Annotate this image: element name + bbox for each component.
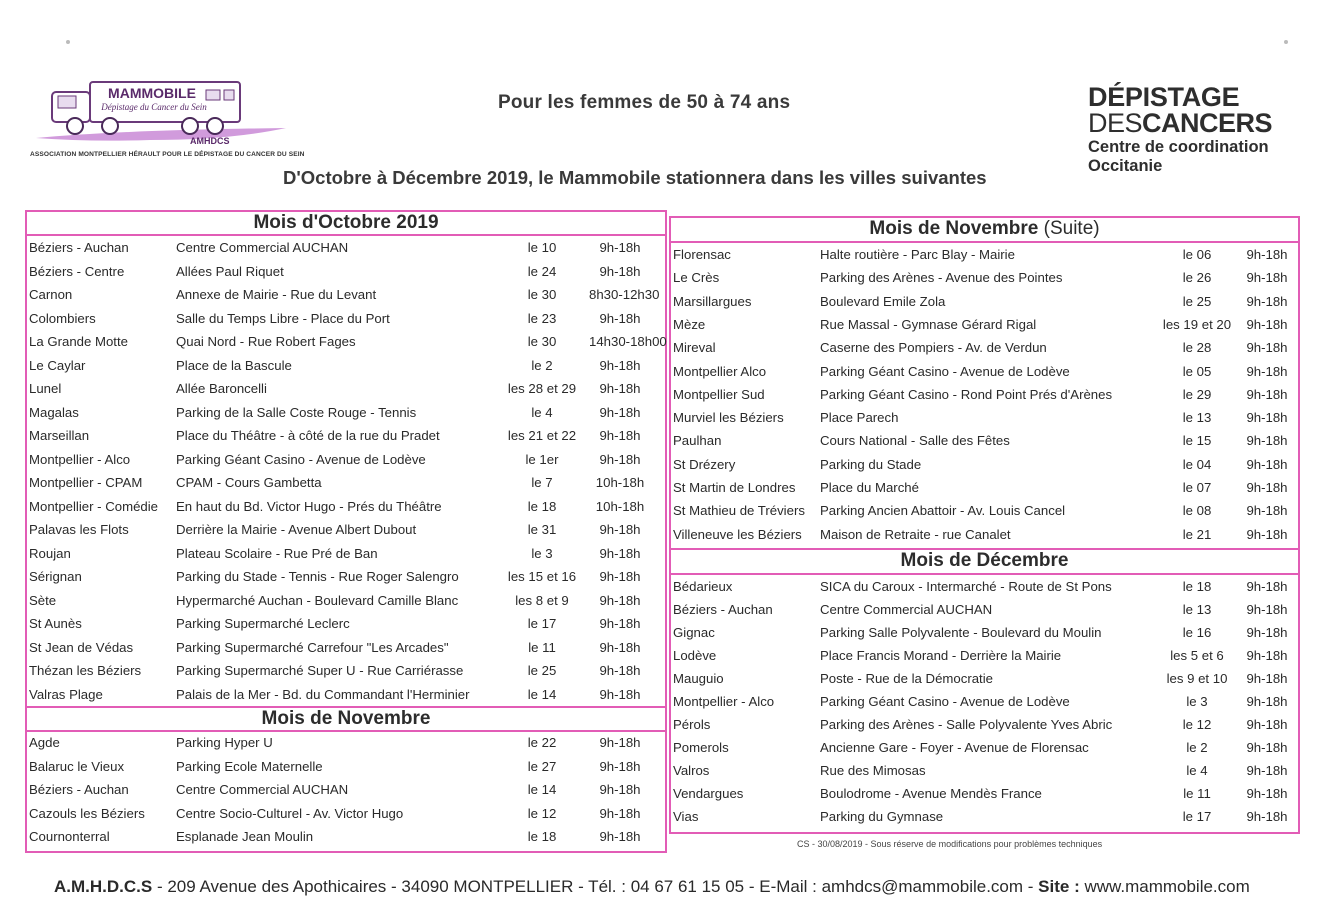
depistage-brand-logo bbox=[1088, 84, 1272, 175]
city-cell: Le Crès bbox=[673, 270, 720, 286]
hours-cell: 9h-18h bbox=[1246, 503, 1288, 519]
city-cell: Magalas bbox=[29, 404, 79, 420]
city-cell: Roujan bbox=[29, 545, 71, 561]
schedule-row bbox=[673, 717, 1298, 739]
schedule-row bbox=[673, 503, 1298, 525]
scan-speck bbox=[1284, 40, 1288, 44]
date-cell: le 29 bbox=[1182, 386, 1212, 402]
place-cell: En haut du Bd. Victor Hugo - Prés du Théâtre bbox=[176, 498, 442, 514]
date-cell: le 26 bbox=[1182, 270, 1212, 286]
section-december-title: Mois de Décembre bbox=[669, 548, 1300, 575]
footer-org: A.M.H.D.C.S bbox=[54, 877, 153, 896]
date-cell: le 4 bbox=[1186, 763, 1208, 778]
schedule-row bbox=[673, 671, 1298, 693]
place-cell: Allées Paul Riquet bbox=[176, 263, 284, 279]
hours-cell: 9h-18h bbox=[1246, 340, 1288, 356]
brand-line-2a: DES bbox=[1088, 108, 1143, 138]
date-cell: le 3 bbox=[1186, 694, 1208, 709]
city-cell: Lodève bbox=[673, 648, 717, 663]
date-cell: le 18 bbox=[527, 829, 557, 845]
november-suite-title-text: Mois de Novembre bbox=[869, 218, 1039, 239]
date-cell: les 5 et 6 bbox=[1170, 648, 1224, 663]
date-cell: le 2 bbox=[531, 357, 553, 373]
place-cell: Hypermarché Auchan - Boulevard Camille Blanc bbox=[176, 592, 459, 608]
place-cell: Esplanade Jean Moulin bbox=[176, 829, 314, 845]
city-cell: St Drézery bbox=[673, 456, 736, 472]
city-cell: St Martin de Londres bbox=[673, 480, 796, 495]
date-cell: le 11 bbox=[1183, 786, 1211, 801]
place-cell: Parking du Stade bbox=[820, 456, 922, 472]
hours-cell: 9h-18h bbox=[1246, 433, 1288, 449]
city-cell: La Grande Motte bbox=[29, 334, 128, 349]
date-cell: le 18 bbox=[527, 498, 557, 514]
hours-cell: 9h-18h bbox=[599, 616, 641, 631]
section-november-title: Mois de Novembre bbox=[25, 706, 667, 732]
hours-cell: 9h-18h bbox=[599, 310, 641, 326]
association-name: ASSOCIATION MONTPELLIER HÉRAULT POUR LE DÉPISTAGE DU CANCER DU SEIN bbox=[30, 151, 305, 158]
hours-cell: 9h-18h bbox=[599, 263, 641, 279]
city-cell: Vendargues bbox=[673, 786, 744, 801]
schedule-row bbox=[29, 616, 665, 638]
date-cell: le 05 bbox=[1182, 363, 1212, 379]
date-cell: le 11 bbox=[528, 639, 556, 655]
city-cell: Agde bbox=[29, 735, 60, 750]
schedule-row bbox=[673, 433, 1298, 455]
city-cell: Valras Plage bbox=[29, 686, 103, 702]
date-cell: le 14 bbox=[527, 782, 557, 798]
place-cell: Plateau Scolaire - Rue Pré de Ban bbox=[176, 545, 378, 561]
brand-line-2 bbox=[1088, 110, 1272, 136]
hours-cell: 9h-18h bbox=[599, 522, 641, 537]
hours-cell: 9h-18h bbox=[599, 404, 641, 420]
schedule-row bbox=[29, 334, 665, 356]
schedule-row bbox=[29, 428, 665, 450]
place-cell: Place Francis Morand - Derrière la Mairie bbox=[820, 648, 1062, 663]
place-cell: Parking Ancien Abattoir - Av. Louis Cancel bbox=[820, 503, 1066, 519]
city-cell: Pérols bbox=[673, 717, 711, 732]
schedule-row bbox=[673, 364, 1298, 386]
place-cell: Allée Baroncelli bbox=[176, 381, 267, 396]
place-cell: Place Parech bbox=[820, 410, 899, 426]
city-cell: Palavas les Flots bbox=[29, 522, 129, 537]
hours-cell: 9h-18h bbox=[1246, 293, 1288, 309]
hours-cell: 10h-18h bbox=[595, 498, 645, 514]
city-cell: Montpellier - Alco bbox=[673, 694, 775, 709]
city-cell: Sérignan bbox=[29, 569, 82, 584]
schedule-row bbox=[29, 640, 665, 662]
place-cell: Parking Supermarché Super U - Rue Carriérasse bbox=[176, 663, 464, 678]
hours-cell: 9h-18h bbox=[599, 381, 641, 396]
city-cell: Mèze bbox=[673, 316, 706, 332]
place-cell: Place du Théâtre - à côté de la rue du Pradet bbox=[176, 428, 440, 443]
place-cell: Parking des Arènes - Avenue des Pointes bbox=[820, 270, 1063, 286]
date-cell: le 30 bbox=[527, 287, 557, 302]
schedule-row bbox=[673, 648, 1298, 670]
city-cell: Gignac bbox=[673, 625, 715, 640]
place-cell: Centre Commercial AUCHAN bbox=[176, 782, 349, 798]
place-cell: Parking Géant Casino - Rond Point Prés d'Arènes bbox=[820, 386, 1113, 402]
city-cell: Florensac bbox=[673, 247, 731, 262]
schedule-row bbox=[673, 387, 1298, 409]
schedule-row bbox=[673, 480, 1298, 502]
city-cell: Vias bbox=[673, 809, 699, 824]
hours-cell: 9h-18h bbox=[599, 428, 641, 443]
brand-line-1: DÉPISTAGE bbox=[1088, 82, 1240, 112]
hours-cell: 9h-18h bbox=[599, 545, 641, 561]
date-cell: le 2 bbox=[1186, 740, 1208, 755]
schedule-row bbox=[29, 546, 665, 568]
footer-site-label: Site : bbox=[1038, 877, 1080, 896]
schedule-row bbox=[673, 763, 1298, 785]
date-cell: le 13 bbox=[1182, 602, 1212, 617]
date-cell: le 08 bbox=[1182, 503, 1212, 519]
city-cell: Cournonterral bbox=[29, 829, 110, 845]
hours-cell: 9h-18h bbox=[599, 663, 641, 678]
schedule-row bbox=[673, 294, 1298, 316]
schedule-row bbox=[29, 663, 665, 685]
suite-label: (Suite) bbox=[1043, 218, 1100, 239]
city-cell: Béziers - Centre bbox=[29, 263, 125, 279]
schedule-row bbox=[673, 809, 1298, 831]
city-cell: Cazouls les Béziers bbox=[29, 805, 145, 821]
hours-cell: 9h-18h bbox=[599, 782, 641, 798]
brand-line-4: Occitanie bbox=[1088, 157, 1163, 175]
hours-cell: 8h30-12h30 bbox=[589, 287, 660, 302]
date-cell: le 22 bbox=[527, 735, 557, 750]
city-cell: Colombiers bbox=[29, 310, 96, 326]
hours-cell: 9h-18h bbox=[599, 240, 641, 255]
place-cell: Derrière la Mairie - Avenue Albert Dubout bbox=[176, 522, 417, 537]
place-cell: Parking des Arènes - Salle Polyvalente Yves Abric bbox=[820, 717, 1113, 732]
hours-cell: 9h-18h bbox=[599, 758, 641, 774]
brand-line-3: Centre de coordination bbox=[1088, 138, 1269, 156]
place-cell: Caserne des Pompiers - Av. de Verdun bbox=[820, 340, 1047, 356]
hours-cell: 9h-18h bbox=[599, 639, 641, 655]
city-cell: Balaruc le Vieux bbox=[29, 758, 125, 774]
schedule-row bbox=[29, 240, 665, 262]
place-cell: Quai Nord - Rue Robert Fages bbox=[176, 334, 356, 349]
hours-cell: 9h-18h bbox=[1246, 456, 1288, 472]
scan-speck bbox=[66, 40, 70, 44]
date-cell: le 16 bbox=[1182, 625, 1212, 640]
hours-cell: 9h-18h bbox=[1246, 316, 1288, 332]
hours-cell: 9h-18h bbox=[599, 829, 641, 845]
city-cell: Montpellier - Alco bbox=[29, 451, 131, 467]
hours-cell: 9h-18h bbox=[599, 569, 641, 584]
schedule-row bbox=[29, 381, 665, 403]
hours-cell: 9h-18h bbox=[1246, 247, 1288, 262]
revision-note: CS - 30/08/2019 - Sous réserve de modifications pour problèmes techniques bbox=[797, 839, 1103, 849]
hours-cell: 9h-18h bbox=[599, 686, 641, 702]
city-cell: St Aunès bbox=[29, 616, 82, 631]
place-cell: Poste - Rue de la Démocratie bbox=[820, 671, 993, 686]
place-cell: Parking Salle Polyvalente - Boulevard du Moulin bbox=[820, 625, 1102, 640]
place-cell: Rue des Mimosas bbox=[820, 763, 926, 778]
date-cell: le 13 bbox=[1182, 410, 1212, 426]
schedule-row bbox=[29, 475, 665, 497]
date-cell: le 17 bbox=[527, 616, 557, 631]
city-cell: Bédarieux bbox=[673, 579, 733, 594]
place-cell: Boulodrome - Avenue Mendès France bbox=[820, 786, 1042, 801]
place-cell: Parking du Gymnase bbox=[820, 809, 944, 824]
schedule-row bbox=[29, 782, 665, 804]
city-cell: Montpellier - Comédie bbox=[29, 498, 158, 514]
place-cell: SICA du Caroux - Intermarché - Route de St Pons bbox=[820, 579, 1112, 594]
city-cell: Villeneuve les Béziers bbox=[673, 526, 802, 542]
hours-cell: 9h-18h bbox=[1246, 740, 1288, 755]
hours-cell: 9h-18h bbox=[599, 357, 641, 373]
date-cell: le 14 bbox=[527, 686, 557, 702]
logo-name: MAMMOBILE bbox=[108, 85, 196, 101]
section-october-title: Mois d'Octobre 2019 bbox=[25, 210, 667, 236]
logo-tagline: Dépistage du Cancer du Sein bbox=[101, 102, 207, 112]
date-cell: le 12 bbox=[527, 805, 557, 821]
footer-site[interactable]: www.mammobile.com bbox=[1079, 877, 1250, 896]
date-cell: le 15 bbox=[1182, 433, 1212, 449]
city-cell: Béziers - Auchan bbox=[29, 782, 129, 798]
place-cell: CPAM - Cours Gambetta bbox=[176, 475, 322, 490]
schedule-row bbox=[29, 593, 665, 615]
hours-cell: 14h30-18h00 bbox=[589, 334, 667, 349]
date-cell: les 15 et 16 bbox=[507, 569, 577, 584]
audience-subtitle: Pour les femmes de 50 à 74 ans bbox=[498, 92, 791, 113]
schedule-row bbox=[673, 457, 1298, 479]
date-cell: le 3 bbox=[531, 545, 553, 561]
place-cell: Halte routière - Parc Blay - Mairie bbox=[820, 247, 1015, 262]
schedule-row bbox=[673, 786, 1298, 808]
schedule-row bbox=[673, 410, 1298, 432]
place-cell: Parking de la Salle Coste Rouge - Tennis bbox=[176, 404, 417, 420]
schedule-row bbox=[29, 287, 665, 309]
city-cell: Mireval bbox=[673, 340, 716, 356]
date-cell: les 28 et 29 bbox=[507, 381, 577, 396]
schedule-row bbox=[29, 499, 665, 521]
schedule-row bbox=[29, 311, 665, 333]
city-cell: Béziers - Auchan bbox=[29, 240, 129, 255]
city-cell: Béziers - Auchan bbox=[673, 602, 773, 617]
city-cell: Montpellier Alco bbox=[673, 363, 767, 379]
schedule-row bbox=[29, 522, 665, 544]
hours-cell: 9h-18h bbox=[1246, 602, 1288, 617]
hours-cell: 9h-18h bbox=[1246, 386, 1288, 402]
date-cell: le 4 bbox=[531, 404, 553, 420]
date-cell: le 24 bbox=[527, 263, 557, 279]
schedule-row bbox=[673, 247, 1298, 269]
hours-cell: 9h-18h bbox=[1246, 671, 1288, 686]
place-cell: Rue Massal - Gymnase Gérard Rigal bbox=[820, 316, 1037, 332]
place-cell: Parking Supermarché Carrefour "Les Arcades" bbox=[176, 639, 449, 655]
date-cell: le 12 bbox=[1182, 717, 1212, 732]
city-cell: Mauguio bbox=[673, 671, 724, 686]
place-cell: Parking Géant Casino - Avenue de Lodève bbox=[820, 363, 1070, 379]
schedule-row bbox=[29, 569, 665, 591]
place-cell: Palais de la Mer - Bd. du Commandant l'Herminier bbox=[176, 686, 470, 702]
date-cell: le 07 bbox=[1182, 480, 1212, 495]
place-cell: Place de la Bascule bbox=[176, 357, 292, 373]
hours-cell: 9h-18h bbox=[1246, 480, 1288, 495]
date-cell: le 27 bbox=[527, 758, 557, 774]
schedule-row bbox=[673, 270, 1298, 292]
date-cell: le 17 bbox=[1182, 809, 1212, 824]
hours-cell: 9h-18h bbox=[599, 451, 641, 467]
schedule-row bbox=[29, 735, 665, 757]
place-cell: Annexe de Mairie - Rue du Levant bbox=[176, 287, 377, 302]
city-cell: Montpellier - CPAM bbox=[29, 475, 143, 490]
schedule-row bbox=[29, 829, 665, 851]
hours-cell: 10h-18h bbox=[595, 475, 645, 490]
logo-short: AMHDCS bbox=[190, 136, 230, 146]
hours-cell: 9h-18h bbox=[1246, 809, 1288, 824]
footer-contact bbox=[54, 877, 1250, 897]
schedule-row bbox=[673, 602, 1298, 624]
place-cell: Maison de Retraite - rue Canalet bbox=[820, 526, 1011, 542]
brand-line-2b: CANCERS bbox=[1142, 108, 1273, 138]
hours-cell: 9h-18h bbox=[599, 805, 641, 821]
city-cell: Murviel les Béziers bbox=[673, 410, 784, 426]
date-cell: les 19 et 20 bbox=[1162, 316, 1232, 332]
hours-cell: 9h-18h bbox=[1246, 648, 1288, 663]
city-cell: Sète bbox=[29, 592, 57, 608]
city-cell: Thézan les Béziers bbox=[29, 663, 142, 678]
place-cell: Parking Supermarché Leclerc bbox=[176, 616, 350, 631]
date-cell: le 06 bbox=[1182, 247, 1212, 262]
city-cell: Marseillan bbox=[29, 428, 90, 443]
place-cell: Boulevard Emile Zola bbox=[820, 293, 946, 309]
hours-cell: 9h-18h bbox=[1246, 694, 1288, 709]
city-cell: Carnon bbox=[29, 287, 73, 302]
schedule-row bbox=[673, 340, 1298, 362]
hours-cell: 9h-18h bbox=[599, 735, 641, 750]
date-cell: le 31 bbox=[527, 522, 557, 537]
hours-cell: 9h-18h bbox=[599, 592, 641, 608]
city-cell: St Mathieu de Tréviers bbox=[673, 503, 805, 519]
schedule-row bbox=[29, 806, 665, 828]
place-cell: Parking Ecole Maternelle bbox=[176, 758, 323, 774]
date-cell: le 25 bbox=[527, 663, 557, 678]
date-cell: le 10 bbox=[527, 240, 557, 255]
city-cell: Paulhan bbox=[673, 433, 722, 449]
city-cell: Marsillargues bbox=[673, 293, 752, 309]
hours-cell: 9h-18h bbox=[1246, 270, 1288, 286]
schedule-row bbox=[29, 358, 665, 380]
place-cell: Centre Commercial AUCHAN bbox=[176, 240, 349, 255]
date-cell: les 21 et 22 bbox=[507, 428, 577, 443]
city-cell: St Jean de Védas bbox=[29, 639, 134, 655]
place-cell: Cours National - Salle des Fêtes bbox=[820, 433, 1010, 449]
hours-cell: 9h-18h bbox=[1246, 763, 1288, 778]
date-cell: le 23 bbox=[527, 310, 557, 326]
city-cell: Lunel bbox=[29, 381, 62, 396]
hours-cell: 9h-18h bbox=[1246, 717, 1288, 732]
date-cell: le 28 bbox=[1182, 340, 1212, 356]
place-cell: Parking Géant Casino - Avenue de Lodève bbox=[176, 451, 426, 467]
date-cell: les 9 et 10 bbox=[1166, 671, 1228, 686]
date-cell: le 30 bbox=[527, 334, 557, 349]
schedule-row bbox=[29, 264, 665, 286]
city-cell: Le Caylar bbox=[29, 357, 86, 373]
date-cell: le 25 bbox=[1182, 293, 1212, 309]
schedule-row bbox=[29, 759, 665, 781]
date-cell: le 04 bbox=[1182, 456, 1212, 472]
section-november-suite-title bbox=[669, 216, 1300, 243]
hours-cell: 9h-18h bbox=[1246, 625, 1288, 640]
schedule-row bbox=[673, 740, 1298, 762]
page-headline: D'Octobre à Décembre 2019, le Mammobile stationnera dans les villes suivantes bbox=[283, 167, 987, 188]
date-cell: le 7 bbox=[531, 475, 553, 490]
date-cell: le 1er bbox=[525, 451, 559, 467]
schedule-row bbox=[673, 527, 1298, 549]
hours-cell: 9h-18h bbox=[1246, 363, 1288, 379]
place-cell: Parking du Stade - Tennis - Rue Roger Salengro bbox=[176, 569, 459, 584]
place-cell: Centre Commercial AUCHAN bbox=[820, 602, 993, 617]
schedule-row bbox=[673, 625, 1298, 647]
schedule-row bbox=[29, 405, 665, 427]
place-cell: Ancienne Gare - Foyer - Avenue de Florensac bbox=[820, 740, 1089, 755]
schedule-row bbox=[673, 317, 1298, 339]
hours-cell: 9h-18h bbox=[1246, 410, 1288, 426]
schedule-row bbox=[673, 694, 1298, 716]
date-cell: le 21 bbox=[1182, 526, 1212, 542]
schedule-row bbox=[673, 579, 1298, 601]
city-cell: Montpellier Sud bbox=[673, 386, 765, 402]
place-cell: Parking Géant Casino - Avenue de Lodève bbox=[820, 694, 1070, 709]
schedule-row bbox=[29, 452, 665, 474]
place-cell: Centre Socio-Culturel - Av. Victor Hugo bbox=[176, 805, 404, 821]
hours-cell: 9h-18h bbox=[1246, 786, 1288, 801]
place-cell: Parking Hyper U bbox=[176, 735, 273, 750]
date-cell: les 8 et 9 bbox=[515, 592, 569, 608]
hours-cell: 9h-18h bbox=[1246, 579, 1288, 594]
city-cell: Valros bbox=[673, 763, 710, 778]
place-cell: Place du Marché bbox=[820, 480, 919, 495]
place-cell: Salle du Temps Libre - Place du Port bbox=[176, 310, 390, 326]
footer-address: - 209 Avenue des Apothicaires - 34090 MONTPELLIER - Tél. : 04 67 61 15 05 - E-Mail : amhdcs@mammobile.com - bbox=[152, 877, 1039, 896]
city-cell: Pomerols bbox=[673, 740, 729, 755]
hours-cell: 9h-18h bbox=[1246, 526, 1288, 542]
date-cell: le 18 bbox=[1182, 579, 1212, 594]
